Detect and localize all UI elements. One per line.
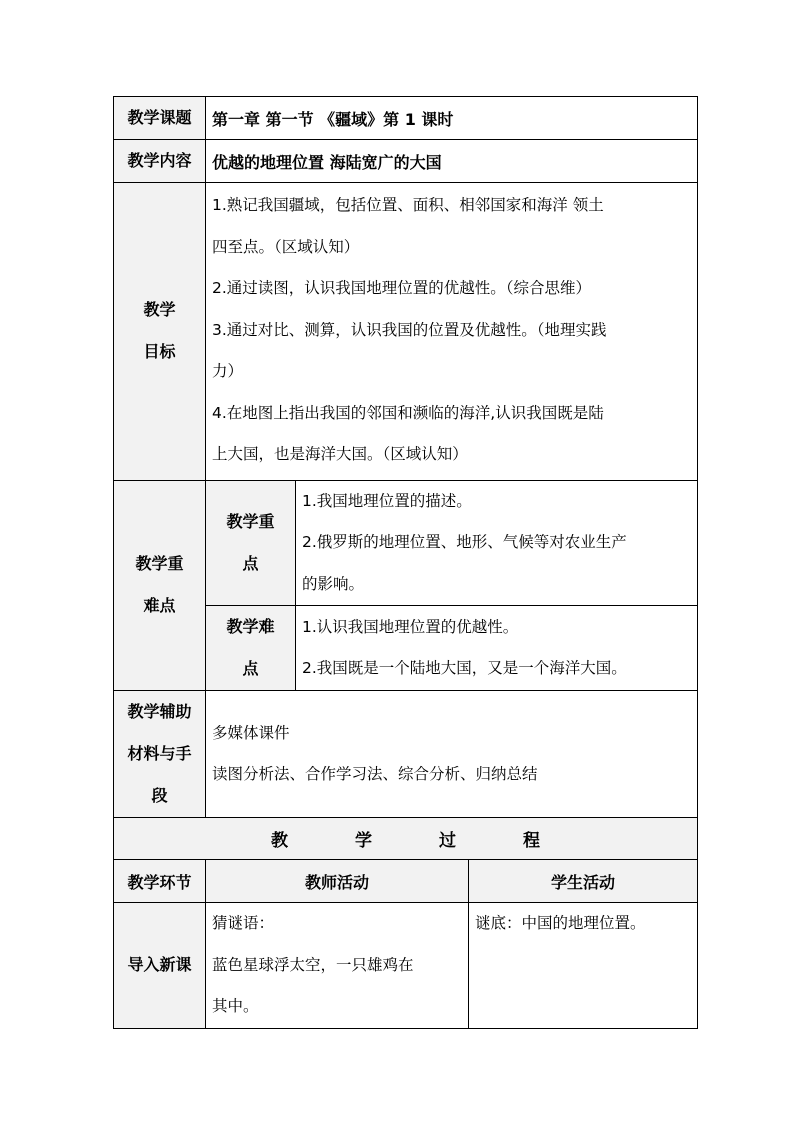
content-value: 优越的地理位置 海陆宽广的大国 xyxy=(206,140,698,183)
process-title-char: 学 xyxy=(355,831,373,851)
difficult-point-line: 1.认识我国地理位置的优越性。 xyxy=(302,617,519,636)
goals-label-line-1: 教学 xyxy=(143,300,176,320)
process-title-row xyxy=(114,818,698,860)
goal-line: 3.通过对比、测算，认识我国的位置及优越性。（地理实践 xyxy=(212,320,607,339)
goals-content xyxy=(206,183,698,481)
goal-line: 2.通过读图，认识我国地理位置的优越性。（综合思维） xyxy=(212,279,592,297)
difficult-point-line: 2.我国既是一个陆地大国，又是一个海洋大国。 xyxy=(302,659,627,677)
goal-line: 力） xyxy=(212,362,244,380)
stage-column-header: 教学环节 xyxy=(114,860,206,903)
goals-label xyxy=(114,183,206,481)
goal-line: 上大国，也是海洋大国。（区域认知） xyxy=(212,445,468,463)
intro-stage-label: 导入新课 xyxy=(114,903,206,1029)
key-points-content xyxy=(296,480,698,606)
teacher-activity-line: 猜谜语： xyxy=(212,914,275,932)
goal-line: 4.在地图上指出我国的邻国和濒临的海洋,认识我国既是陆 xyxy=(212,403,604,422)
teacher-activity-line: 其中。 xyxy=(212,997,259,1015)
process-title-char: 程 xyxy=(523,831,541,851)
materials-label xyxy=(114,691,206,818)
student-column-header: 学生活动 xyxy=(469,860,698,903)
content-row xyxy=(114,140,698,183)
key-difficult-label xyxy=(114,480,206,691)
content-label: 教学内容 xyxy=(114,140,206,183)
column-header-row xyxy=(114,860,698,903)
materials-content xyxy=(206,691,698,818)
key-point-line: 的影响。 xyxy=(302,574,365,593)
difficult-points-label-line-2: 点 xyxy=(242,659,259,678)
key-points-label-line-2: 点 xyxy=(242,553,259,573)
difficult-points-content xyxy=(296,606,698,691)
intro-row xyxy=(114,903,698,1029)
intro-student-activity xyxy=(469,903,698,1029)
process-title-char: 过 xyxy=(439,831,457,851)
teacher-column-header: 教师活动 xyxy=(206,860,469,903)
difficult-points-label-line-1: 教学难 xyxy=(226,617,275,636)
topic-row xyxy=(114,97,698,140)
intro-teacher-activity xyxy=(206,903,469,1029)
difficult-points-label xyxy=(206,606,296,691)
key-difficult-label-line-1: 教学重 xyxy=(135,554,184,574)
material-line: 读图分析法、合作学习法、综合分析、归纳总结 xyxy=(212,765,538,783)
key-point-line: 1.我国地理位置的描述。 xyxy=(302,491,472,510)
teacher-activity-line: 蓝色星球浮太空，一只雄鸡在 xyxy=(212,955,414,974)
topic-label: 教学课题 xyxy=(114,97,206,140)
materials-row xyxy=(114,691,698,818)
goal-line: 四至点。（区域认知） xyxy=(212,237,360,256)
goals-label-line-2: 目标 xyxy=(143,342,176,362)
key-points-label xyxy=(206,480,296,606)
goal-line: 1.熟记我国疆域，包括位置、面积、相邻国家和海洋 领土 xyxy=(212,196,604,214)
process-title-char: 教 xyxy=(271,831,289,851)
materials-label-line-1: 教学辅助 xyxy=(127,702,192,721)
key-row xyxy=(114,480,698,606)
key-points-label-line-1: 教学重 xyxy=(226,511,275,531)
key-point-line: 2.俄罗斯的地理位置、地形、气候等对农业生产 xyxy=(302,533,627,551)
material-line: 多媒体课件 xyxy=(212,723,290,742)
student-activity-line: 谜底：中国的地理位置。 xyxy=(475,914,646,932)
materials-label-line-3: 段 xyxy=(151,786,168,805)
lesson-plan-table xyxy=(113,96,698,1029)
process-title xyxy=(114,818,698,860)
key-difficult-label-line-2: 难点 xyxy=(143,596,176,616)
goals-row xyxy=(114,183,698,481)
materials-label-line-2: 材料与手 xyxy=(127,744,192,763)
topic-value: 第一章 第一节 《疆域》第 1 课时 xyxy=(206,97,698,140)
